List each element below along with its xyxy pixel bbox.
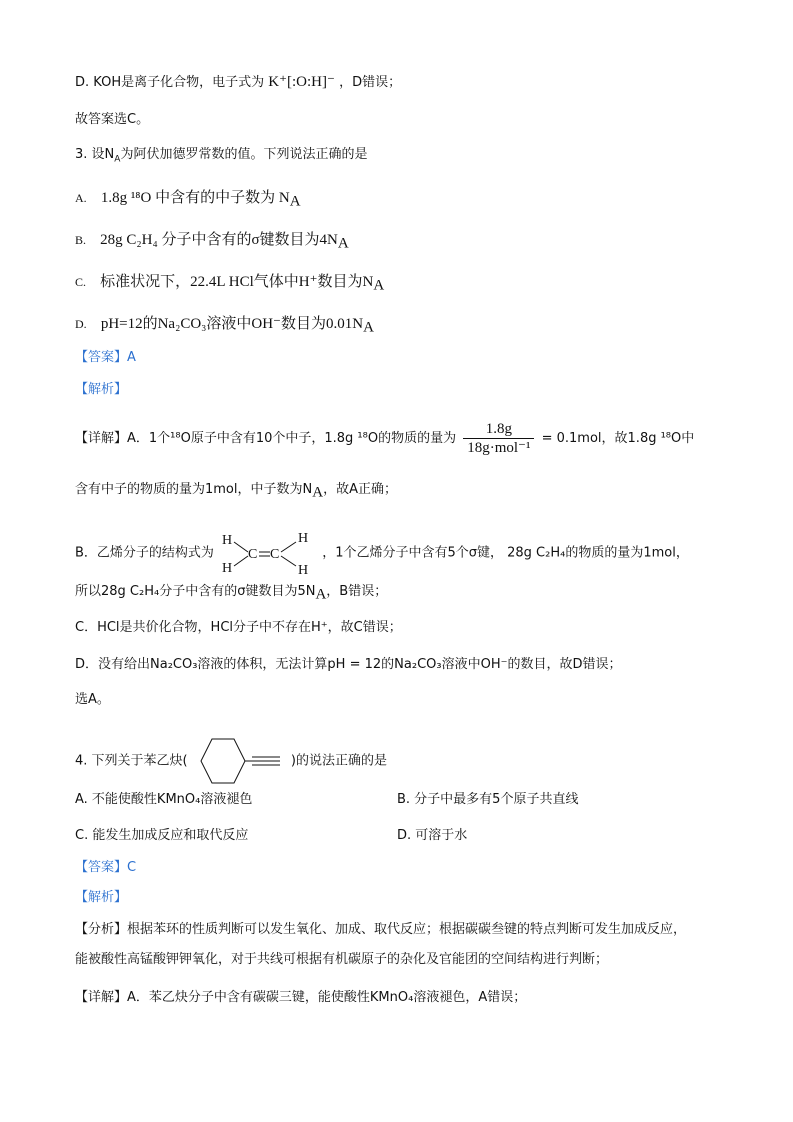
option-label: B. [75, 233, 87, 247]
text: D. KOH是离子化合物，电子式为 [75, 75, 265, 90]
detail-q4-a: 【详解】A．苯乙炔分子中含有碳碳三键，能使酸性KMnO₄溶液褪色，A错误； [75, 990, 527, 1005]
svg-text:H: H [222, 533, 233, 548]
answer-tag-q4: 【答案】C [75, 860, 137, 875]
text: ，故A正确； [323, 482, 397, 497]
question-4-option-a: A. 不能使酸性KMnO₄溶液褪色 [75, 792, 253, 807]
question-3-option-a [75, 188, 301, 212]
text: )的说法正确的是 [290, 753, 387, 769]
question-4-option-d: D. 可溶于水 [397, 828, 468, 843]
svg-text:H: H [298, 531, 309, 546]
question-4-stem [75, 735, 387, 787]
svg-text:H: H [298, 563, 309, 576]
text: 为阿伏加德罗常数的值。下列说法正确的是 [120, 147, 368, 162]
question-4-option-b: B. 分子中最多有5个原子共直线 [397, 792, 579, 807]
text: = 0.1mol，故1.8g ¹⁸O中 [541, 431, 695, 446]
svg-text:C: C [248, 547, 258, 562]
detail-a-line2 [75, 480, 397, 503]
option-text: pH=12的Na₂CO₃溶液中OH⁻数目为0.01N [100, 316, 364, 332]
question-3-stem [75, 145, 367, 170]
text: 4. 下列关于苯乙炔( [75, 753, 188, 769]
option-text: 28g C₂H₄ 分子中含有的σ键数目为4N [100, 232, 338, 248]
phenylacetylene-structure-icon [192, 735, 287, 787]
sub: A [373, 277, 385, 294]
sub: A [363, 319, 374, 336]
option-text: 1.8g ¹⁸O 中含有的中子数为 N [100, 190, 290, 206]
svg-text:H: H [222, 561, 233, 576]
option-label: C. [75, 275, 87, 289]
detail-b-line2 [75, 582, 387, 605]
svg-text:C: C [270, 547, 280, 562]
text: ，1个乙烯分子中含有5个σ键， 28g C₂H₄的物质的量为1mol， [322, 545, 689, 561]
line-answer-c: 故答案选C。 [75, 112, 150, 127]
sub: A [289, 193, 301, 210]
question-3-option-d [75, 314, 374, 338]
fraction-numerator: 1.8g [463, 420, 534, 439]
text: 所以28g C₂H₄分子中含有的σ键数目为5N [75, 584, 316, 599]
detail-d: D．没有给出Na₂CO₃溶液的体积，无法计算pH = 12的Na₂CO₃溶液中OH⁻的数目，故D错误； [75, 657, 622, 672]
fenxi-line1: 【分析】根据苯环的性质判断可以发生氧化、加成、取代反应；根据碳碳叁键的特点判断可发生加成反应， [75, 922, 687, 937]
option-label: D. [75, 317, 87, 331]
choose-a: 选A。 [75, 692, 110, 707]
option-text: 标准状况下，22.4L HCl气体中H⁺数目为N [100, 274, 374, 290]
detail-c: C．HCl是共价化合物，HCl分子中不存在H⁺，故C错误； [75, 620, 402, 635]
line-koh [75, 72, 401, 93]
text: B．乙烯分子的结构式为 [75, 545, 214, 561]
question-4-option-c: C. 能发生加成反应和取代反应 [75, 828, 249, 843]
analysis-tag: 【解析】 [75, 382, 128, 397]
sub: A [312, 484, 324, 501]
option-label: A. [75, 191, 87, 205]
fenxi-line2: 能被酸性高锰酸钾钾氧化，对于共线可根据有机碳原子的杂化及官能团的空间结构进行判断； [75, 952, 609, 967]
fraction-denominator: 18g·mol⁻¹ [467, 440, 531, 456]
text: ，B错误； [326, 584, 388, 599]
detail-a-line1 [75, 420, 694, 457]
sub: A [337, 235, 349, 252]
sub: A [315, 586, 327, 603]
text: ，D错误； [339, 75, 402, 90]
question-3-option-c [75, 272, 384, 296]
text: 含有中子的物质的量为1mol，中子数为N [75, 482, 313, 497]
text: 【详解】A．1个¹⁸O原子中含有10个中子，1.8g ¹⁸O的物质的量为 [75, 431, 457, 446]
detail-b-line1 [75, 530, 689, 576]
answer-tag: 【答案】A [75, 350, 136, 365]
question-3-option-b [75, 230, 349, 254]
fraction [463, 420, 534, 457]
electron-formula: K⁺[:O:H]⁻ [268, 74, 335, 90]
text: 3. 设N [75, 147, 115, 162]
analysis-tag-q4: 【解析】 [75, 890, 128, 905]
ethylene-structure-icon [218, 530, 318, 576]
sub: A [114, 154, 121, 165]
